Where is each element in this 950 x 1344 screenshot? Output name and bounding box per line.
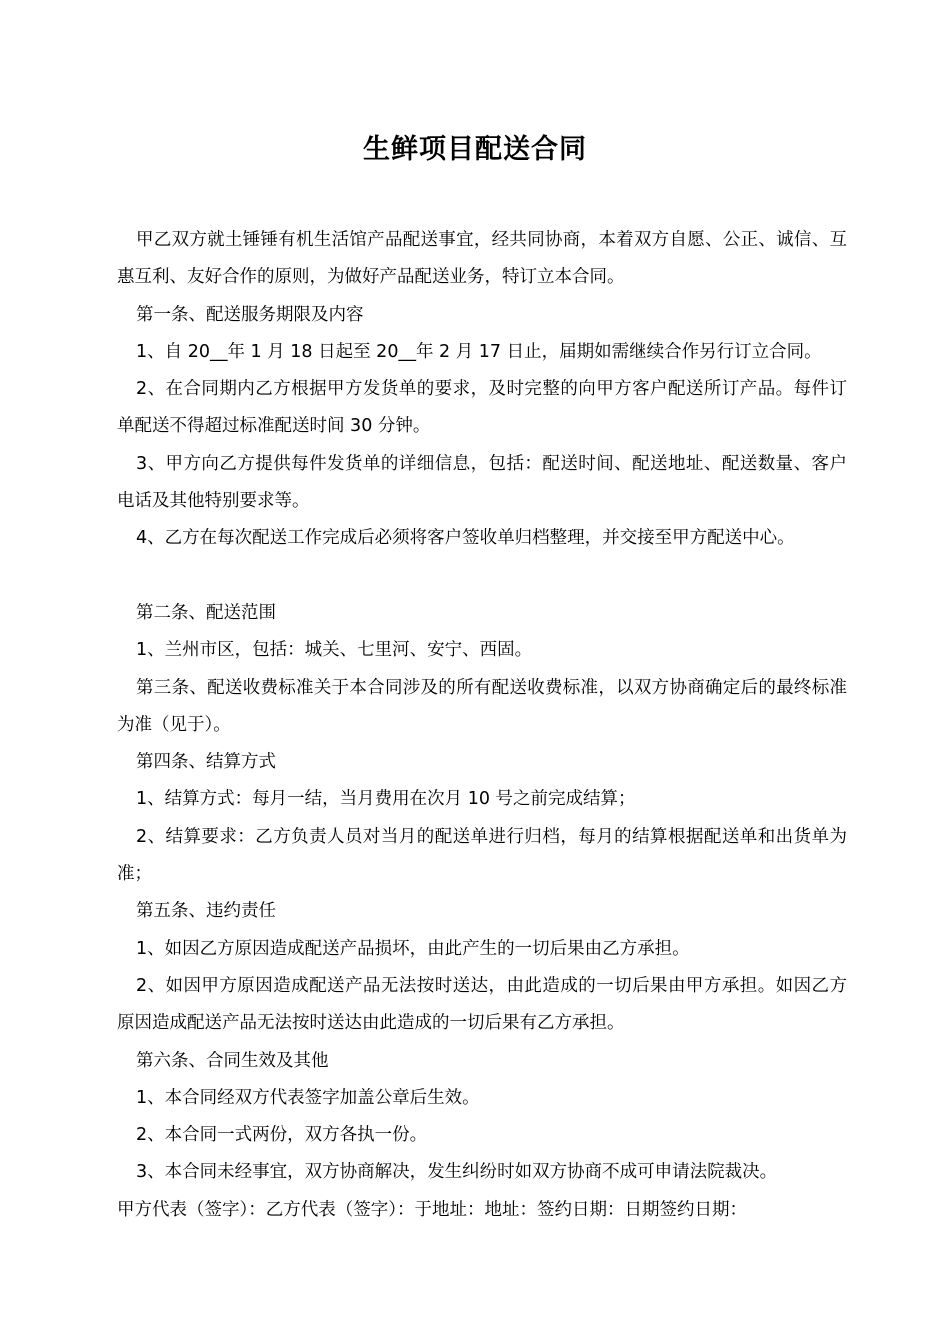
article-1-clause-1: 1、自 20__年 1 月 18 日起至 20__年 2 月 17 日止，届期如需继续合作另行订立合同。 <box>136 341 822 362</box>
article-3-paragraph: 第三条、配送收费标准关于本合同涉及的所有配送收费标准，以双方协商确定后的最终标准为准（见于）。 <box>117 677 847 735</box>
article-2-heading: 第二条、配送范围 <box>136 602 276 623</box>
article-5-heading: 第五条、违约责任 <box>136 901 276 922</box>
document-title: 生鲜项目配送合同 <box>363 134 587 165</box>
article-2-clause-1: 1、兰州市区，包括：城关、七里河、安宁、西固。 <box>136 640 533 661</box>
article-6-clause-2: 2、本合同一式两份，双方各执一份。 <box>136 1125 428 1146</box>
article-1-clause-2: 2、在合同期内乙方根据甲方发货单的要求，及时完整的向甲方客户配送所订产品。每件订单配送不得超过标准配送时间 30 分钟。 <box>117 379 847 437</box>
article-5-clause-2: 2、如因甲方原因造成配送产品无法按时送达，由此造成的一切后果由甲方承担。如因乙方原因造成配送产品无法按时送达由此造成的一切后果有乙方承担。 <box>117 975 847 1034</box>
article-1-clause-4: 4、乙方在每次配送工作完成后必须将客户签收单归档整理，并交接至甲方配送中心。 <box>136 528 795 549</box>
article-1-clause-3: 3、甲方向乙方提供每件发货单的详细信息，包括：配送时间、配送地址、配送数量、客户电话及其他特别要求等。 <box>117 453 847 512</box>
article-1-heading: 第一条、配送服务期限及内容 <box>136 304 364 325</box>
article-4-clause-2: 2、结算要求：乙方负责人员对当月的配送单进行归档，每月的结算根据配送单和出货单为准； <box>117 826 847 885</box>
article-5-clause-1: 1、如因乙方原因造成配送产品损坏，由此产生的一切后果由乙方承担。 <box>136 938 690 959</box>
blank-line <box>117 558 847 595</box>
intro-paragraph: 甲乙双方就土锤锤有机生活馆产品配送事宜，经共同协商，本着双方自愿、公正、诚信、互惠互利、友好合作的原则，为做好产品配送业务，特订立本合同。 <box>117 230 847 288</box>
article-4-clause-1: 1、结算方式：每月一结，当月费用在次月 10 号之前完成结算； <box>136 789 636 810</box>
document-body <box>117 222 847 1229</box>
article-6-heading: 第六条、合同生效及其他 <box>136 1050 329 1071</box>
article-6-clause-1: 1、本合同经双方代表签字加盖公章后生效。 <box>136 1087 480 1108</box>
article-6-clause-3: 3、本合同未经事宜，双方协商解决，发生纠纷时如双方协商不成可申请法院裁决。 <box>136 1162 778 1183</box>
signature-line: 甲方代表（签字）：乙方代表（签字）：于地址：地址：签约日期：日期签约日期： <box>117 1199 747 1220</box>
article-4-heading: 第四条、结算方式 <box>136 752 276 773</box>
